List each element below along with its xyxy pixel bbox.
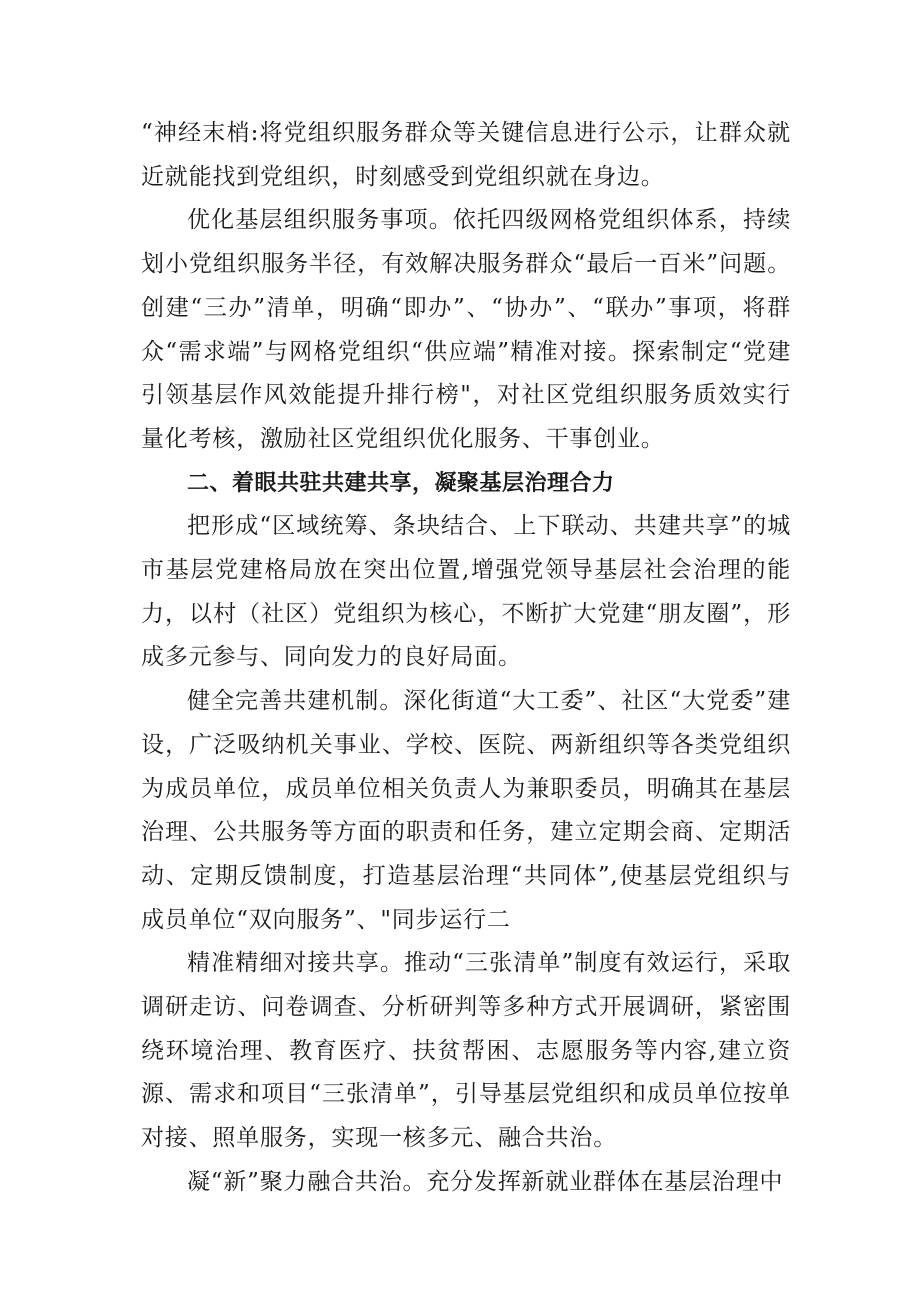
paragraph-precise-docking: 精准精细对接共享。推动“三张清单”制度有效运行，采取调研走访、问卷调查、分析研判等多种方式开展调研，紧密围绕环境治理、教育医疗、扶贫帮困、志愿服务等内容,建立资源、需求和项目“三张清单”，引导基层党组织和成员单位按单对接、照单服务，实现一核多元、融合共治。: [141, 950, 791, 1152]
paragraph-continuation: “神经末梢:将党组织服务群众等关键信息进行公示，让群众就近就能找到党组织，时刻感受到党组织就在身边。: [141, 120, 791, 190]
paragraph-new-employment: 凝“新”聚力融合共治。充分发挥新就业群体在基层治理中: [187, 1168, 784, 1195]
paragraph-co-building-mechanism: 健全完善共建机制。深化街道“大工委”、社区“大党委”建设，广泛吸纳机关事业、学校、医院、两新组织等各类党组织为成员单位，成员单位相关负责人为兼职委员，明确其在基层治理、公共服务等方面的职责和任务，建立定期会商、定期活动、定期反馈制度，打造基层治理“共同体”,使基层党组织与成员单位“双向服务”、"同步运行二: [141, 688, 791, 933]
paragraph-service-items: 优化基层组织服务事项。依托四级网格党组织体系，持续划小党组织服务半径，有效解决服务群众“最后一百米”问题。创建“三办”清单，明确“即办”、“协办”、“联办”事项，将群众“需求端”与网格党组织“供应端”精准对接。探索制定“党建引领基层作风效能提升排行榜"，对社区党组织服务质效实行量化考核，激励社区党组织优化服务、干事创业。: [141, 207, 791, 452]
document-body: [141, 112, 791, 1205]
section-heading: 二、着眼共驻共建共享，凝聚基层治理合力: [187, 470, 615, 496]
paragraph-section-intro: 把形成“区域统筹、条块结合、上下联动、共建共享”的城市基层党建格局放在突出位置,增强党领导基层社会治理的能力，以村（社区）党组织为核心，不断扩大党建“朋友圈”，形成多元参与、同向发力的良好局面。: [141, 513, 791, 671]
